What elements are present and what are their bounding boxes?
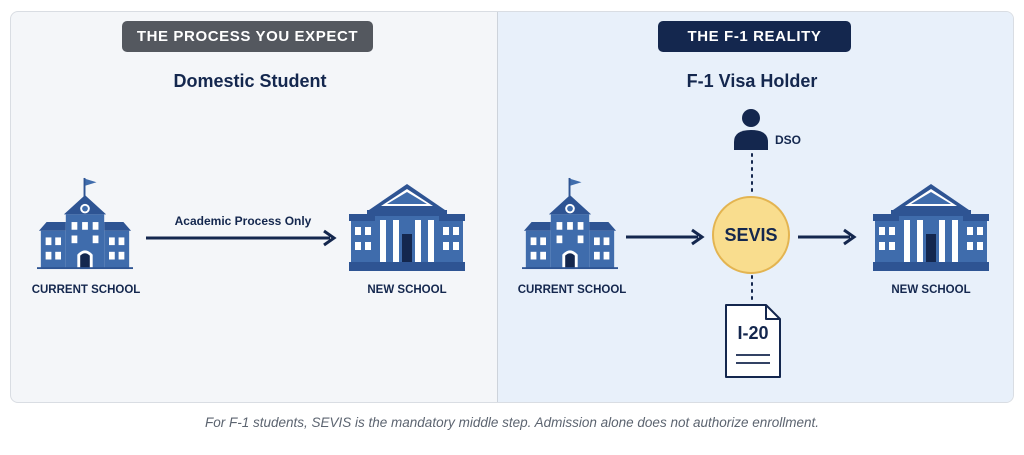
dso-connector xyxy=(749,152,755,196)
f1-visa-holder-title: F-1 Visa Holder xyxy=(686,71,818,91)
university-building-icon xyxy=(349,182,465,272)
academic-process-label: Academic Process Only xyxy=(174,214,312,228)
document-icon xyxy=(724,303,782,379)
sevis-node: SEVIS xyxy=(712,196,790,274)
domestic-student-title: Domestic Student xyxy=(173,71,327,91)
arrow-right-icon xyxy=(624,227,708,247)
process-expect-badge: THE PROCESS YOU EXPECT xyxy=(122,21,373,52)
school-building-icon xyxy=(37,176,133,271)
diagram-frame xyxy=(10,11,1014,403)
document-connector xyxy=(749,274,755,304)
new-school-label: NEW SCHOOL xyxy=(367,284,447,296)
new-school-label: NEW SCHOOL xyxy=(891,284,971,296)
footer-note: For F-1 students, SEVIS is the mandatory middle step. Admission alone does not authorize enrollment. xyxy=(204,415,820,430)
i20-label: I-20 xyxy=(737,323,769,343)
school-building-icon xyxy=(522,176,618,271)
person-icon xyxy=(733,108,769,150)
dso-label: DSO xyxy=(775,133,802,147)
arrow-right-icon xyxy=(144,228,340,248)
current-school-label: CURRENT SCHOOL xyxy=(517,284,627,296)
current-school-label: CURRENT SCHOOL xyxy=(31,284,141,296)
university-building-icon xyxy=(873,182,989,272)
arrow-right-icon xyxy=(796,227,860,247)
f1-reality-badge: THE F-1 REALITY xyxy=(658,21,851,52)
